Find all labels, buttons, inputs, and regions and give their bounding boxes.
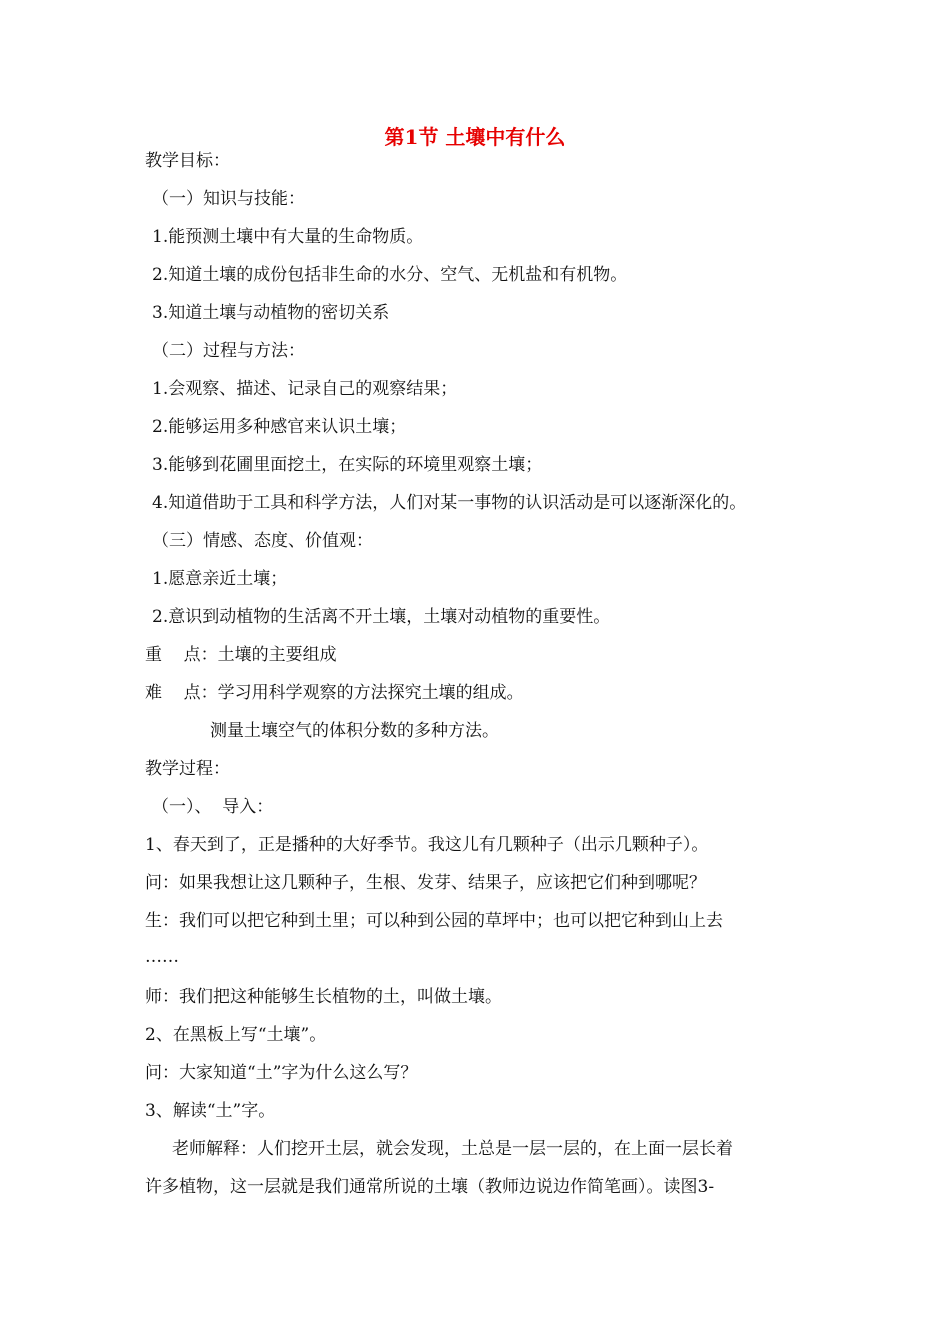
subheading-knowledge: （一）知识与技能： [152,189,305,209]
paragraph: 问：大家知道“土”字为什么这么写？ [145,1063,418,1083]
key-point: 重 点：土壤的主要组成 [145,645,337,665]
subheading-process: （二）过程与方法： [152,341,305,361]
heading-objectives: 教学目标： [145,151,230,171]
list-item: 2.意识到动植物的生活离不开土壤，土壤对动植物的重要性。 [152,607,611,627]
heading-process: 教学过程： [145,759,230,779]
paragraph: …… [145,947,179,967]
paragraph: 许多植物，这一层就是我们通常所说的土壤（教师边说边作简笔画）。读图3- [145,1177,715,1197]
list-item: 1.会观察、描述、记录自己的观察结果； [152,379,458,399]
list-item: 4.知道借助于工具和科学方法，人们对某一事物的认识活动是可以逐渐深化的。 [152,493,747,513]
paragraph: 1、春天到了，正是播种的大好季节。我这儿有几颗种子（出示几颗种子）。 [145,835,709,855]
list-item: 1.能预测土壤中有大量的生命物质。 [152,227,424,247]
paragraph: 师：我们把这种能够生长植物的土，叫做土壤。 [145,987,502,1007]
list-item: 1.愿意亲近土壤； [152,569,288,589]
paragraph: 2、在黑板上写“土壤”。 [145,1025,327,1045]
subheading-intro: （一）、 导入： [152,797,274,817]
paragraph: 3、解读“土”字。 [145,1101,276,1121]
paragraph: 老师解释：人们挖开土层，就会发现，土总是一层一层的，在上面一层长着 [172,1139,733,1159]
difficult-point: 难 点：学习用科学观察的方法探究土壤的组成。 [145,683,524,703]
section-title: 第1节 土壤中有什么 [384,125,566,149]
paragraph: 生：我们可以把它种到土里；可以种到公园的草坪中；也可以把它种到山上去 [145,911,723,931]
subheading-attitude: （三）情感、态度、价值观： [152,531,373,551]
list-item: 3.知道土壤与动植物的密切关系 [152,303,390,323]
paragraph: 问：如果我想让这几颗种子，生根、发芽、结果子，应该把它们种到哪呢？ [145,873,706,893]
list-item: 3.能够到花圃里面挖土，在实际的环境里观察土壤； [152,455,543,475]
list-item: 2.能够运用多种感官来认识土壤； [152,417,407,437]
list-item: 2.知道土壤的成份包括非生命的水分、空气、无机盐和有机物。 [152,265,628,285]
difficult-point-detail: 测量土壤空气的体积分数的多种方法。 [210,721,499,741]
